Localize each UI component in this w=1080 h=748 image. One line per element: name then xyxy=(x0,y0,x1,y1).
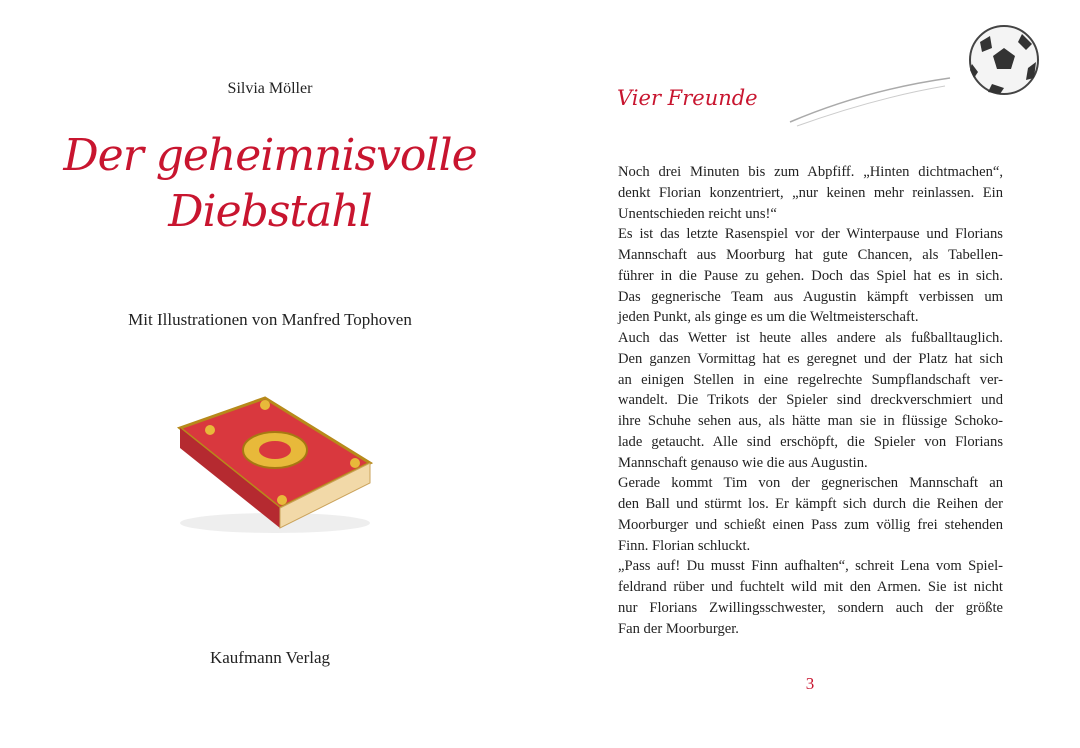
text-line: Auch das Wetter ist heute alles andere als fußballtauglich. xyxy=(618,330,1003,346)
text-line: Das gegnerische Team aus Augustin kämpft verbissen um xyxy=(618,288,1003,305)
publisher-name: Kaufmann Verlag xyxy=(209,648,331,667)
page-number: 3 xyxy=(805,674,815,693)
text-line: nur Florians Zwillingsschwester, sondern auch der größte xyxy=(618,599,1003,616)
text-line: feldrand rüber und fuchtelt wild mit den Armen. Sie ist nicht xyxy=(618,579,1003,595)
text-line: wandelt. Die Trikots der Spieler sind dreckverschmiert und xyxy=(618,392,1003,409)
title-line-2: Diebstahl xyxy=(168,186,372,237)
text-line: jeden Punkt, als ginge es um die Weltmeisterschaft. xyxy=(618,309,919,326)
text-line: führer in die Pause zu gehen. Doch das Spiel hat es in sich. xyxy=(618,267,1003,284)
text-line: Noch drei Minuten bis zum Abpfiff. „Hinten dichtmachen“, xyxy=(618,164,1003,180)
book-title xyxy=(40,128,500,240)
text-line: Fan der Moorburger. xyxy=(618,620,739,637)
text-line: Mannschaft genauso wie die aus Augustin. xyxy=(618,454,868,471)
book-illustration xyxy=(170,388,375,538)
text-line: den Ball und stürmt los. Er kämpft sich durch die Reihen der xyxy=(618,496,1003,512)
chapter-body-text xyxy=(618,162,1003,639)
text-line: Den ganzen Vormittag hat es geregnet und der Platz hat sich xyxy=(618,350,1003,367)
chapter-title: Vier Freunde xyxy=(617,86,758,110)
title-line-1: Der geheimnisvolle xyxy=(63,130,477,181)
soccer-ball-icon xyxy=(960,22,1042,98)
text-line: ihre Schuhe sehen aus, als hätte man sie in flüssige Schoko- xyxy=(618,413,1003,429)
text-line: denkt Florian konzentriert, „nur keinen mehr reinlassen. Ein xyxy=(618,184,1003,201)
motion-lines xyxy=(785,70,955,130)
text-line: Gerade kommt Tim von der gegnerischen Mannschaft an xyxy=(618,475,1003,492)
text-line: Mannschaft aus Moorburg hat gute Chancen, als Tabellen- xyxy=(618,247,1003,263)
text-line: Es ist das letzte Rasenspiel vor der Winterpause und Florians xyxy=(618,226,1003,243)
text-line: lade getaucht. Alle sind erschöpft, die Spieler von Florians xyxy=(618,433,1003,450)
text-line: an einigen Stellen in eine regelrechte Sumpflandschaft ver- xyxy=(618,371,1003,388)
text-line: Finn. Florian schluckt. xyxy=(618,537,751,554)
author-name: Silvia Möller xyxy=(227,80,313,97)
text-line: Unentschieden reicht uns!“ xyxy=(618,205,777,222)
illustrator-credit: Mit Illustrationen von Manfred Tophoven xyxy=(128,310,412,329)
text-line: „Pass auf! Du musst Finn aufhalten“, schreit Lena vom Spiel- xyxy=(618,558,1003,575)
text-line: Moorburger und schießt einen Pass zum völlig frei stehenden xyxy=(618,516,1003,533)
